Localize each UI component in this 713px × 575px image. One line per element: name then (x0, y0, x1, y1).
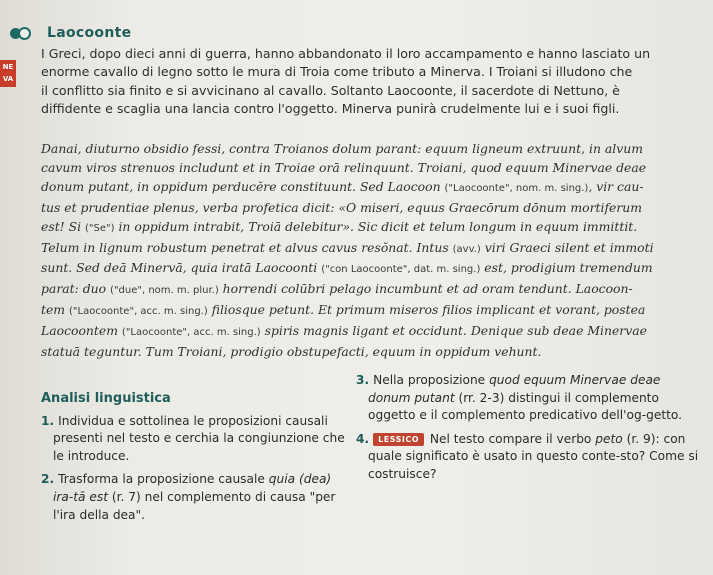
intro-paragraph (41, 45, 703, 119)
latin-line: Danai, diuturno obsidio fessi, contra Troianos dolum parant: equum ligneum extruunt, in alvum (41, 141, 643, 156)
exercise-text: Trasforma la proposizione causale (58, 472, 269, 487)
exercise-1 (41, 413, 351, 466)
latin-fragment: horrendi colūbri pelago incumbunt et ad oram tendunt. Laocoon- (218, 281, 633, 297)
exercise-3 (356, 372, 706, 425)
intro-line: enorme cavallo di legno sotto le mura di Troia come tributo a Minerva. I Troiani si illudono che (41, 64, 633, 80)
intro-line: il conflitto sia finito e si avvicinano al cavallo. Soltanto Laocoonte, il sacerdote di Nettuno, è (41, 82, 620, 98)
gloss: ("Se") (84, 222, 115, 234)
lessico-badge: LESSICO (373, 433, 424, 446)
latin-fragment: sunt. Sed deā Minervā, quia iratā Laocoonti (41, 260, 322, 276)
title-row (10, 22, 131, 44)
exercise-latin: quod equum Minervae deae donum putant (368, 373, 661, 405)
bullet-ring-icon (18, 27, 31, 40)
exercise-text: Individua e sottolinea le proposizioni causali presenti nel testo e cerchia la congiunzione che le introduce. (53, 413, 345, 463)
section-title: Analisi linguistica (41, 391, 171, 406)
gloss: ("Laocoonte", acc. m. sing.) (121, 327, 261, 339)
latin-line (41, 322, 703, 343)
latin-fragment: est! Si (41, 218, 85, 234)
exercise-number: 3. (356, 373, 370, 387)
latin-text (41, 140, 703, 362)
latin-line: cavum viros strenuos includunt et in Troiae orā relinquunt. Troiani, quod equum Minervae deae (41, 159, 647, 175)
latin-line (41, 239, 703, 260)
analysis-right-column (356, 372, 706, 490)
latin-fragment: parat: duo (41, 281, 111, 297)
exercise-2 (41, 471, 351, 524)
gloss: ("Laocoonte", nom. m. sing.) (444, 182, 589, 194)
latin-fragment: spiris magnis ligant et occidunt. Denique sub deae Minervae (260, 323, 647, 339)
latin-fragment: , vir cau- (588, 178, 644, 194)
gloss: ("con Laocoonte", dat. m. sing.) (321, 264, 481, 276)
latin-line (41, 218, 703, 239)
exercise-text: (r. 9): con quale significato è usato in questo conte-sto? Come si costruisce? (368, 431, 699, 481)
exercise-text: (rr. 2-3) distingui il complemento oggetto e il complemento predicativo dell'og-getto. (368, 390, 683, 423)
latin-line (41, 259, 703, 280)
intro-line: diffidente e scaglia una lancia contro l'oggetto. Minerva punirà crudelmente lui e i suoi figli. (41, 101, 620, 117)
latin-line (41, 280, 703, 301)
exercise-text: Nel testo compare il verbo (426, 431, 596, 446)
latin-fragment: filiosque petunt. Et primum miseros filios implicant et vorant, postea (207, 302, 646, 318)
latin-fragment: est, prodigium tremendum (480, 260, 653, 276)
analysis-left-column (41, 390, 351, 530)
latin-fragment: in oppidum intrabit, Troiā delebitur». Sic dicit et telum longum in equum immittit. (114, 218, 638, 234)
exercise-number: 2. (41, 472, 55, 487)
exercise-text: Nella proposizione (373, 373, 490, 387)
gloss: ("due", nom. m. plur.) (110, 285, 219, 297)
gloss: (avv.) (452, 243, 481, 255)
latin-fragment: tem (41, 302, 69, 318)
exercise-4 (356, 431, 706, 484)
latin-line (41, 178, 703, 199)
latin-fragment: Telum in lignum robustum penetrat et alvus cavus resŏnat. Intus (41, 239, 453, 255)
page-title: Laocoonte (47, 25, 132, 41)
latin-fragment: Laocoontem (41, 323, 122, 339)
gloss: ("Laocoonte", acc. m. sing.) (69, 306, 208, 318)
latin-line (41, 301, 703, 322)
intro-line: I Greci, dopo dieci anni di guerra, hanno abbandonato il loro accampamento e hanno lasciato un (41, 46, 651, 61)
exercise-latin: peto (595, 431, 623, 446)
side-tab: NE VA (0, 60, 16, 87)
exercise-latin: quia (dea) ira-tā est (53, 472, 332, 504)
exercise-text: (r. 7) nel complemento di causa "per l'ira della dea". (53, 489, 336, 522)
latin-line: tus et prudentiae plenus, verba profetica dicit: «O miseri, equus Graecōrum dōnum mortiferum (41, 199, 643, 215)
exercise-number: 4. (356, 431, 370, 446)
latin-fragment: viri Graeci silent et immoti (480, 239, 654, 255)
latin-line: statuā teguntur. Tum Troiani, prodigio obstupefacti, equum in oppidum vehunt. (41, 344, 542, 360)
latin-fragment: donum putant, in oppidum perducĕre constituunt. Sed Laocoon (41, 178, 445, 194)
exercise-number: 1. (41, 413, 55, 428)
